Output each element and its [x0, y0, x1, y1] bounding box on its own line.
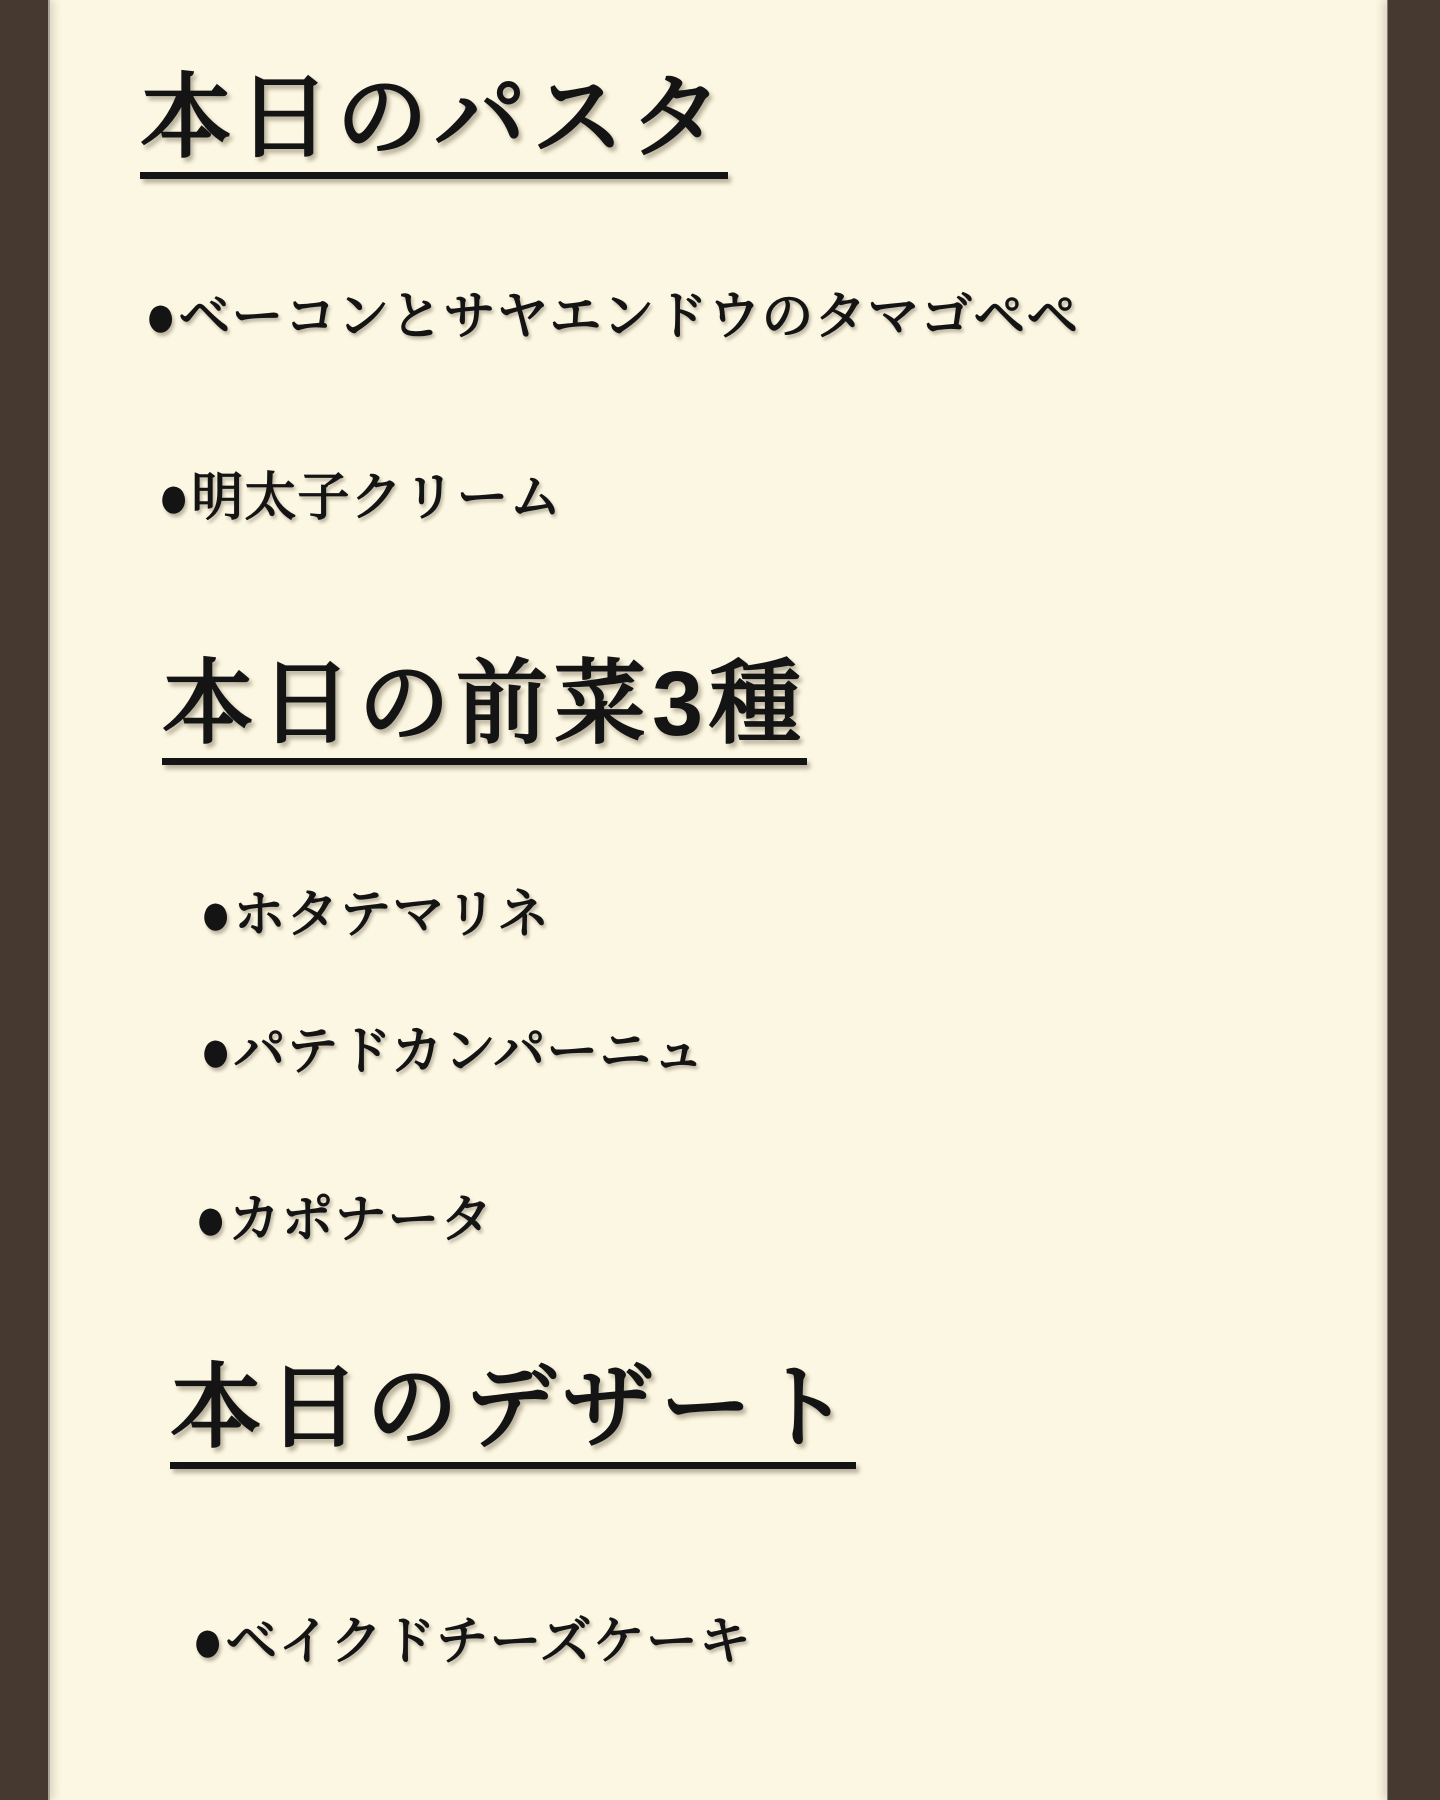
left-border-bar — [0, 0, 50, 1800]
menu-item-label: ホタテマリネ — [233, 886, 551, 944]
menu-item-label: ベーコンとサヤエンドウのタマゴペペ — [178, 288, 1080, 346]
menu-item-label: ベイクドチーズケーキ — [225, 1613, 752, 1671]
section-title-pasta: 本日のパスタ — [140, 65, 728, 179]
bullet-icon: ● — [194, 1183, 228, 1255]
section-title-dessert: 本日のデザート — [170, 1355, 856, 1469]
bullet-icon: ● — [199, 1015, 233, 1087]
right-border-bar — [1387, 0, 1440, 1800]
menu-item — [199, 1015, 706, 1087]
bullet-icon: ● — [199, 878, 233, 950]
bullet-icon: ● — [144, 280, 178, 352]
section-title-appetizers: 本日の前菜3種 — [162, 651, 807, 765]
menu-item-label: 明太子クリーム — [191, 469, 563, 527]
menu-item-label: カポナータ — [228, 1191, 494, 1249]
menu-item — [157, 461, 563, 533]
menu-item-label: パテドカンパーニュ — [233, 1023, 706, 1081]
menu-item — [144, 280, 1080, 352]
menu-item — [191, 1605, 752, 1677]
menu-item — [199, 878, 551, 950]
bullet-icon: ● — [191, 1605, 225, 1677]
bullet-icon: ● — [157, 461, 191, 533]
menu-item — [194, 1183, 494, 1255]
